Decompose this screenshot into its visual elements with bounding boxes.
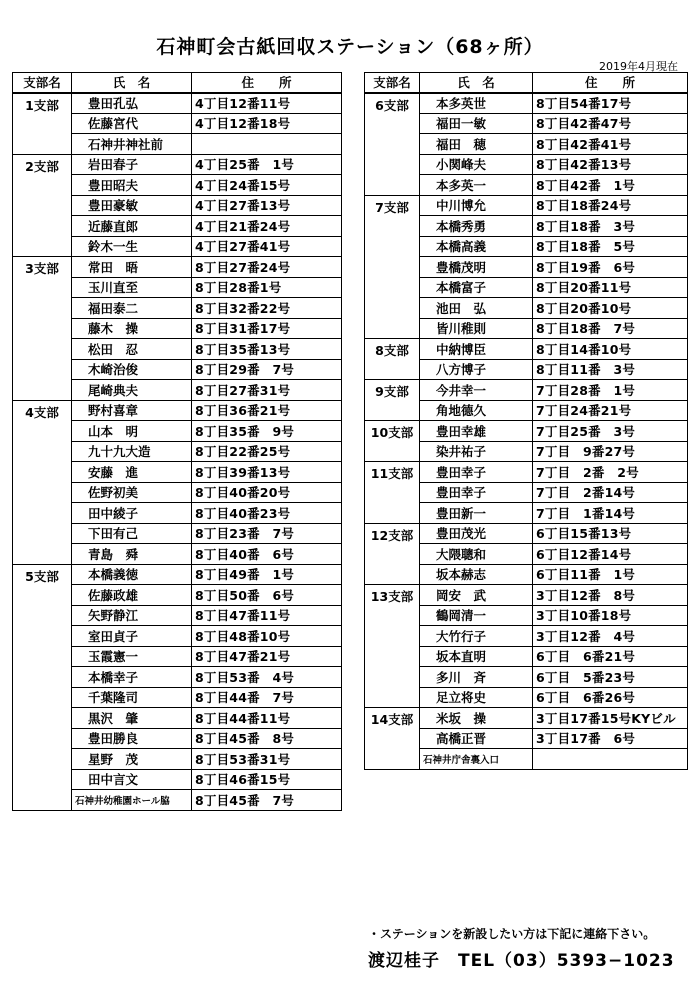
address-cell: 8丁目42番41号 xyxy=(533,134,688,155)
address-cell: 7丁目24番21号 xyxy=(533,400,688,421)
address-cell: 8丁目49番 1号 xyxy=(192,564,342,585)
branch-cell: 9支部 xyxy=(365,380,420,421)
name-cell: 室田貞子 xyxy=(72,626,192,647)
name-cell: 豊橋茂明 xyxy=(420,257,533,278)
name-cell: 佐野初美 xyxy=(72,482,192,503)
address-cell: 3丁目12番 8号 xyxy=(533,585,688,606)
table-row xyxy=(13,257,342,278)
name-cell: 青島 舜 xyxy=(72,544,192,565)
address-cell: 8丁目47番21号 xyxy=(192,646,342,667)
address-cell: 7丁目 2番14号 xyxy=(533,482,688,503)
address-cell: 8丁目23番 7号 xyxy=(192,523,342,544)
name-cell: 豊田新一 xyxy=(420,503,533,524)
name-cell: 山本 明 xyxy=(72,421,192,442)
name-cell: 佐藤政雄 xyxy=(72,585,192,606)
address-cell: 8丁目39番13号 xyxy=(192,462,342,483)
address-cell: 3丁目17番 6号 xyxy=(533,728,688,749)
address-cell: 7丁目25番 3号 xyxy=(533,421,688,442)
address-cell: 8丁目50番 6号 xyxy=(192,585,342,606)
name-cell: 田中言文 xyxy=(72,769,192,790)
address-cell: 8丁目27番31号 xyxy=(192,380,342,401)
address-cell: 4丁目25番 1号 xyxy=(192,154,342,175)
address-cell: 6丁目11番 1号 xyxy=(533,564,688,585)
table-row xyxy=(365,585,688,606)
name-cell: 足立将史 xyxy=(420,687,533,708)
name-cell: 本多英一 xyxy=(420,175,533,196)
name-cell: 豊田昭夫 xyxy=(72,175,192,196)
address-cell: 6丁目15番13号 xyxy=(533,523,688,544)
table-row xyxy=(365,339,688,360)
name-cell: 小関峰夫 xyxy=(420,154,533,175)
address-cell: 8丁目18番 7号 xyxy=(533,318,688,339)
address-cell: 8丁目19番 6号 xyxy=(533,257,688,278)
header-name: 氏 名 xyxy=(72,73,192,93)
header-branch: 支部名 xyxy=(365,73,420,93)
address-cell: 8丁目45番 7号 xyxy=(192,790,342,811)
address-cell: 8丁目32番22号 xyxy=(192,298,342,319)
branch-cell: 11支部 xyxy=(365,462,420,524)
name-cell: 岩田春子 xyxy=(72,154,192,175)
table-row xyxy=(365,195,688,216)
footer-contact: 渡辺桂子 TEL（03）5393−1023 xyxy=(368,951,675,971)
name-cell: 豊田茂光 xyxy=(420,523,533,544)
branch-cell: 7支部 xyxy=(365,195,420,339)
header-row xyxy=(365,73,688,93)
name-cell: 大隈聰和 xyxy=(420,544,533,565)
table-row xyxy=(365,462,688,483)
branch-cell: 1支部 xyxy=(13,93,72,155)
address-cell: 8丁目54番17号 xyxy=(533,93,688,114)
address-cell: 4丁目27番41号 xyxy=(192,236,342,257)
address-cell: 8丁目18番 5号 xyxy=(533,236,688,257)
station-table-left xyxy=(12,72,342,811)
name-cell: 尾崎典夫 xyxy=(72,380,192,401)
name-cell: 皆川稚則 xyxy=(420,318,533,339)
name-cell: 石神井幼稚園ホール脇 xyxy=(72,790,192,811)
address-cell: 8丁目45番 8号 xyxy=(192,728,342,749)
table-row xyxy=(365,380,688,401)
name-cell: 池田 弘 xyxy=(420,298,533,319)
name-cell: 本橋富子 xyxy=(420,277,533,298)
name-cell: 本多英世 xyxy=(420,93,533,114)
address-cell: 7丁目 2番 2号 xyxy=(533,462,688,483)
address-cell: 6丁目12番14号 xyxy=(533,544,688,565)
name-cell: 今井幸一 xyxy=(420,380,533,401)
address-cell: 4丁目24番15号 xyxy=(192,175,342,196)
table-row xyxy=(365,93,688,114)
name-cell: 安藤 進 xyxy=(72,462,192,483)
header-name: 氏 名 xyxy=(420,73,533,93)
name-cell: 米坂 操 xyxy=(420,708,533,729)
address-cell: 8丁目35番 9号 xyxy=(192,421,342,442)
name-cell: 玉川直至 xyxy=(72,277,192,298)
address-cell: 3丁目10番18号 xyxy=(533,605,688,626)
name-cell: 角地德久 xyxy=(420,400,533,421)
name-cell: 田中綾子 xyxy=(72,503,192,524)
name-cell: 石神井神社前 xyxy=(72,134,192,155)
name-cell: 黒沢 肇 xyxy=(72,708,192,729)
branch-cell: 5支部 xyxy=(13,564,72,810)
header-branch: 支部名 xyxy=(13,73,72,93)
address-cell: 8丁目46番15号 xyxy=(192,769,342,790)
address-cell: 6丁目 6番26号 xyxy=(533,687,688,708)
address-cell: 8丁目44番11号 xyxy=(192,708,342,729)
name-cell: 豊田孔弘 xyxy=(72,93,192,114)
table-row xyxy=(13,93,342,114)
address-cell: 4丁目27番13号 xyxy=(192,195,342,216)
name-cell: 八方博子 xyxy=(420,359,533,380)
name-cell: 大竹行子 xyxy=(420,626,533,647)
address-cell: 7丁目28番 1号 xyxy=(533,380,688,401)
table-body-right xyxy=(365,93,688,770)
address-cell: 3丁目12番 4号 xyxy=(533,626,688,647)
name-cell: 坂本直明 xyxy=(420,646,533,667)
name-cell: 福田一敏 xyxy=(420,113,533,134)
name-cell: 下田有己 xyxy=(72,523,192,544)
name-cell: 染井祐子 xyxy=(420,441,533,462)
name-cell: 藤木 操 xyxy=(72,318,192,339)
address-cell: 8丁目29番 7号 xyxy=(192,359,342,380)
name-cell: 野村喜章 xyxy=(72,400,192,421)
address-cell: 3丁目17番15号KYビル xyxy=(533,708,688,729)
address-cell: 8丁目44番 7号 xyxy=(192,687,342,708)
address-cell: 4丁目21番24号 xyxy=(192,216,342,237)
address-cell: 8丁目53番31号 xyxy=(192,749,342,770)
name-cell: 本橋義徳 xyxy=(72,564,192,585)
branch-cell: 13支部 xyxy=(365,585,420,708)
branch-cell: 6支部 xyxy=(365,93,420,196)
address-cell: 6丁目 6番21号 xyxy=(533,646,688,667)
address-cell: 8丁目53番 4号 xyxy=(192,667,342,688)
name-cell: 福田 穂 xyxy=(420,134,533,155)
name-cell: 多川 斉 xyxy=(420,667,533,688)
name-cell: 豊田幸子 xyxy=(420,482,533,503)
header-address: 住 所 xyxy=(192,73,342,93)
name-cell: 星野 茂 xyxy=(72,749,192,770)
address-cell: 6丁目 5番23号 xyxy=(533,667,688,688)
table-row xyxy=(365,421,688,442)
header-row xyxy=(13,73,342,93)
name-cell: 本橋高義 xyxy=(420,236,533,257)
name-cell: 佐藤宮代 xyxy=(72,113,192,134)
address-cell: 8丁目31番17号 xyxy=(192,318,342,339)
address-cell: 8丁目40番20号 xyxy=(192,482,342,503)
page-title: 石神町会古紙回収ステーション（68ヶ所） xyxy=(156,36,544,58)
name-cell: 鶴岡清一 xyxy=(420,605,533,626)
address-cell: 8丁目28番1号 xyxy=(192,277,342,298)
name-cell: 常田 晤 xyxy=(72,257,192,278)
name-cell: 中納博臣 xyxy=(420,339,533,360)
branch-cell: 8支部 xyxy=(365,339,420,380)
address-cell: 8丁目42番47号 xyxy=(533,113,688,134)
name-cell: 近藤直郎 xyxy=(72,216,192,237)
name-cell: 松田 忍 xyxy=(72,339,192,360)
name-cell: 九十九大造 xyxy=(72,441,192,462)
name-cell: 鈴木一生 xyxy=(72,236,192,257)
name-cell: 玉霞憲一 xyxy=(72,646,192,667)
address-cell: 8丁目35番13号 xyxy=(192,339,342,360)
name-cell: 高橋正晋 xyxy=(420,728,533,749)
table-row xyxy=(13,154,342,175)
branch-cell: 10支部 xyxy=(365,421,420,462)
branch-cell: 3支部 xyxy=(13,257,72,401)
name-cell: 石神井庁舎裏入口 xyxy=(420,749,533,770)
address-cell: 8丁目42番13号 xyxy=(533,154,688,175)
branch-cell: 12支部 xyxy=(365,523,420,585)
as-of-date: 2019年4月現在 xyxy=(599,60,678,73)
table-row xyxy=(365,708,688,729)
name-cell: 岡安 武 xyxy=(420,585,533,606)
address-cell: 8丁目42番 1号 xyxy=(533,175,688,196)
branch-cell: 14支部 xyxy=(365,708,420,770)
address-cell xyxy=(533,749,688,770)
name-cell: 豊田幸雄 xyxy=(420,421,533,442)
table-body-left xyxy=(13,93,342,811)
address-cell: 8丁目22番25号 xyxy=(192,441,342,462)
name-cell: 中川博允 xyxy=(420,195,533,216)
station-table-right xyxy=(364,72,688,770)
address-cell: 8丁目40番23号 xyxy=(192,503,342,524)
address-cell: 8丁目47番11号 xyxy=(192,605,342,626)
table-row xyxy=(13,564,342,585)
address-cell xyxy=(192,134,342,155)
address-cell: 4丁目12番11号 xyxy=(192,93,342,114)
name-cell: 豊田豪敏 xyxy=(72,195,192,216)
header-address: 住 所 xyxy=(533,73,688,93)
branch-cell: 4支部 xyxy=(13,400,72,564)
name-cell: 矢野静江 xyxy=(72,605,192,626)
name-cell: 坂本赫志 xyxy=(420,564,533,585)
address-cell: 8丁目18番 3号 xyxy=(533,216,688,237)
name-cell: 本橋秀勇 xyxy=(420,216,533,237)
table-row xyxy=(13,400,342,421)
address-cell: 7丁目 1番14号 xyxy=(533,503,688,524)
address-cell: 8丁目27番24号 xyxy=(192,257,342,278)
table-row xyxy=(365,523,688,544)
name-cell: 福田泰二 xyxy=(72,298,192,319)
address-cell: 8丁目20番11号 xyxy=(533,277,688,298)
footer-note: ・ステーションを新設したい方は下記に連絡下さい。 xyxy=(368,927,656,941)
name-cell: 豊田勝良 xyxy=(72,728,192,749)
address-cell: 4丁目12番18号 xyxy=(192,113,342,134)
address-cell: 8丁目11番 3号 xyxy=(533,359,688,380)
name-cell: 木崎治俊 xyxy=(72,359,192,380)
branch-cell: 2支部 xyxy=(13,154,72,257)
address-cell: 8丁目40番 6号 xyxy=(192,544,342,565)
address-cell: 7丁目 9番27号 xyxy=(533,441,688,462)
address-cell: 8丁目36番21号 xyxy=(192,400,342,421)
address-cell: 8丁目18番24号 xyxy=(533,195,688,216)
name-cell: 豊田幸子 xyxy=(420,462,533,483)
address-cell: 8丁目20番10号 xyxy=(533,298,688,319)
address-cell: 8丁目48番10号 xyxy=(192,626,342,647)
name-cell: 本橋幸子 xyxy=(72,667,192,688)
address-cell: 8丁目14番10号 xyxy=(533,339,688,360)
name-cell: 千葉隆司 xyxy=(72,687,192,708)
